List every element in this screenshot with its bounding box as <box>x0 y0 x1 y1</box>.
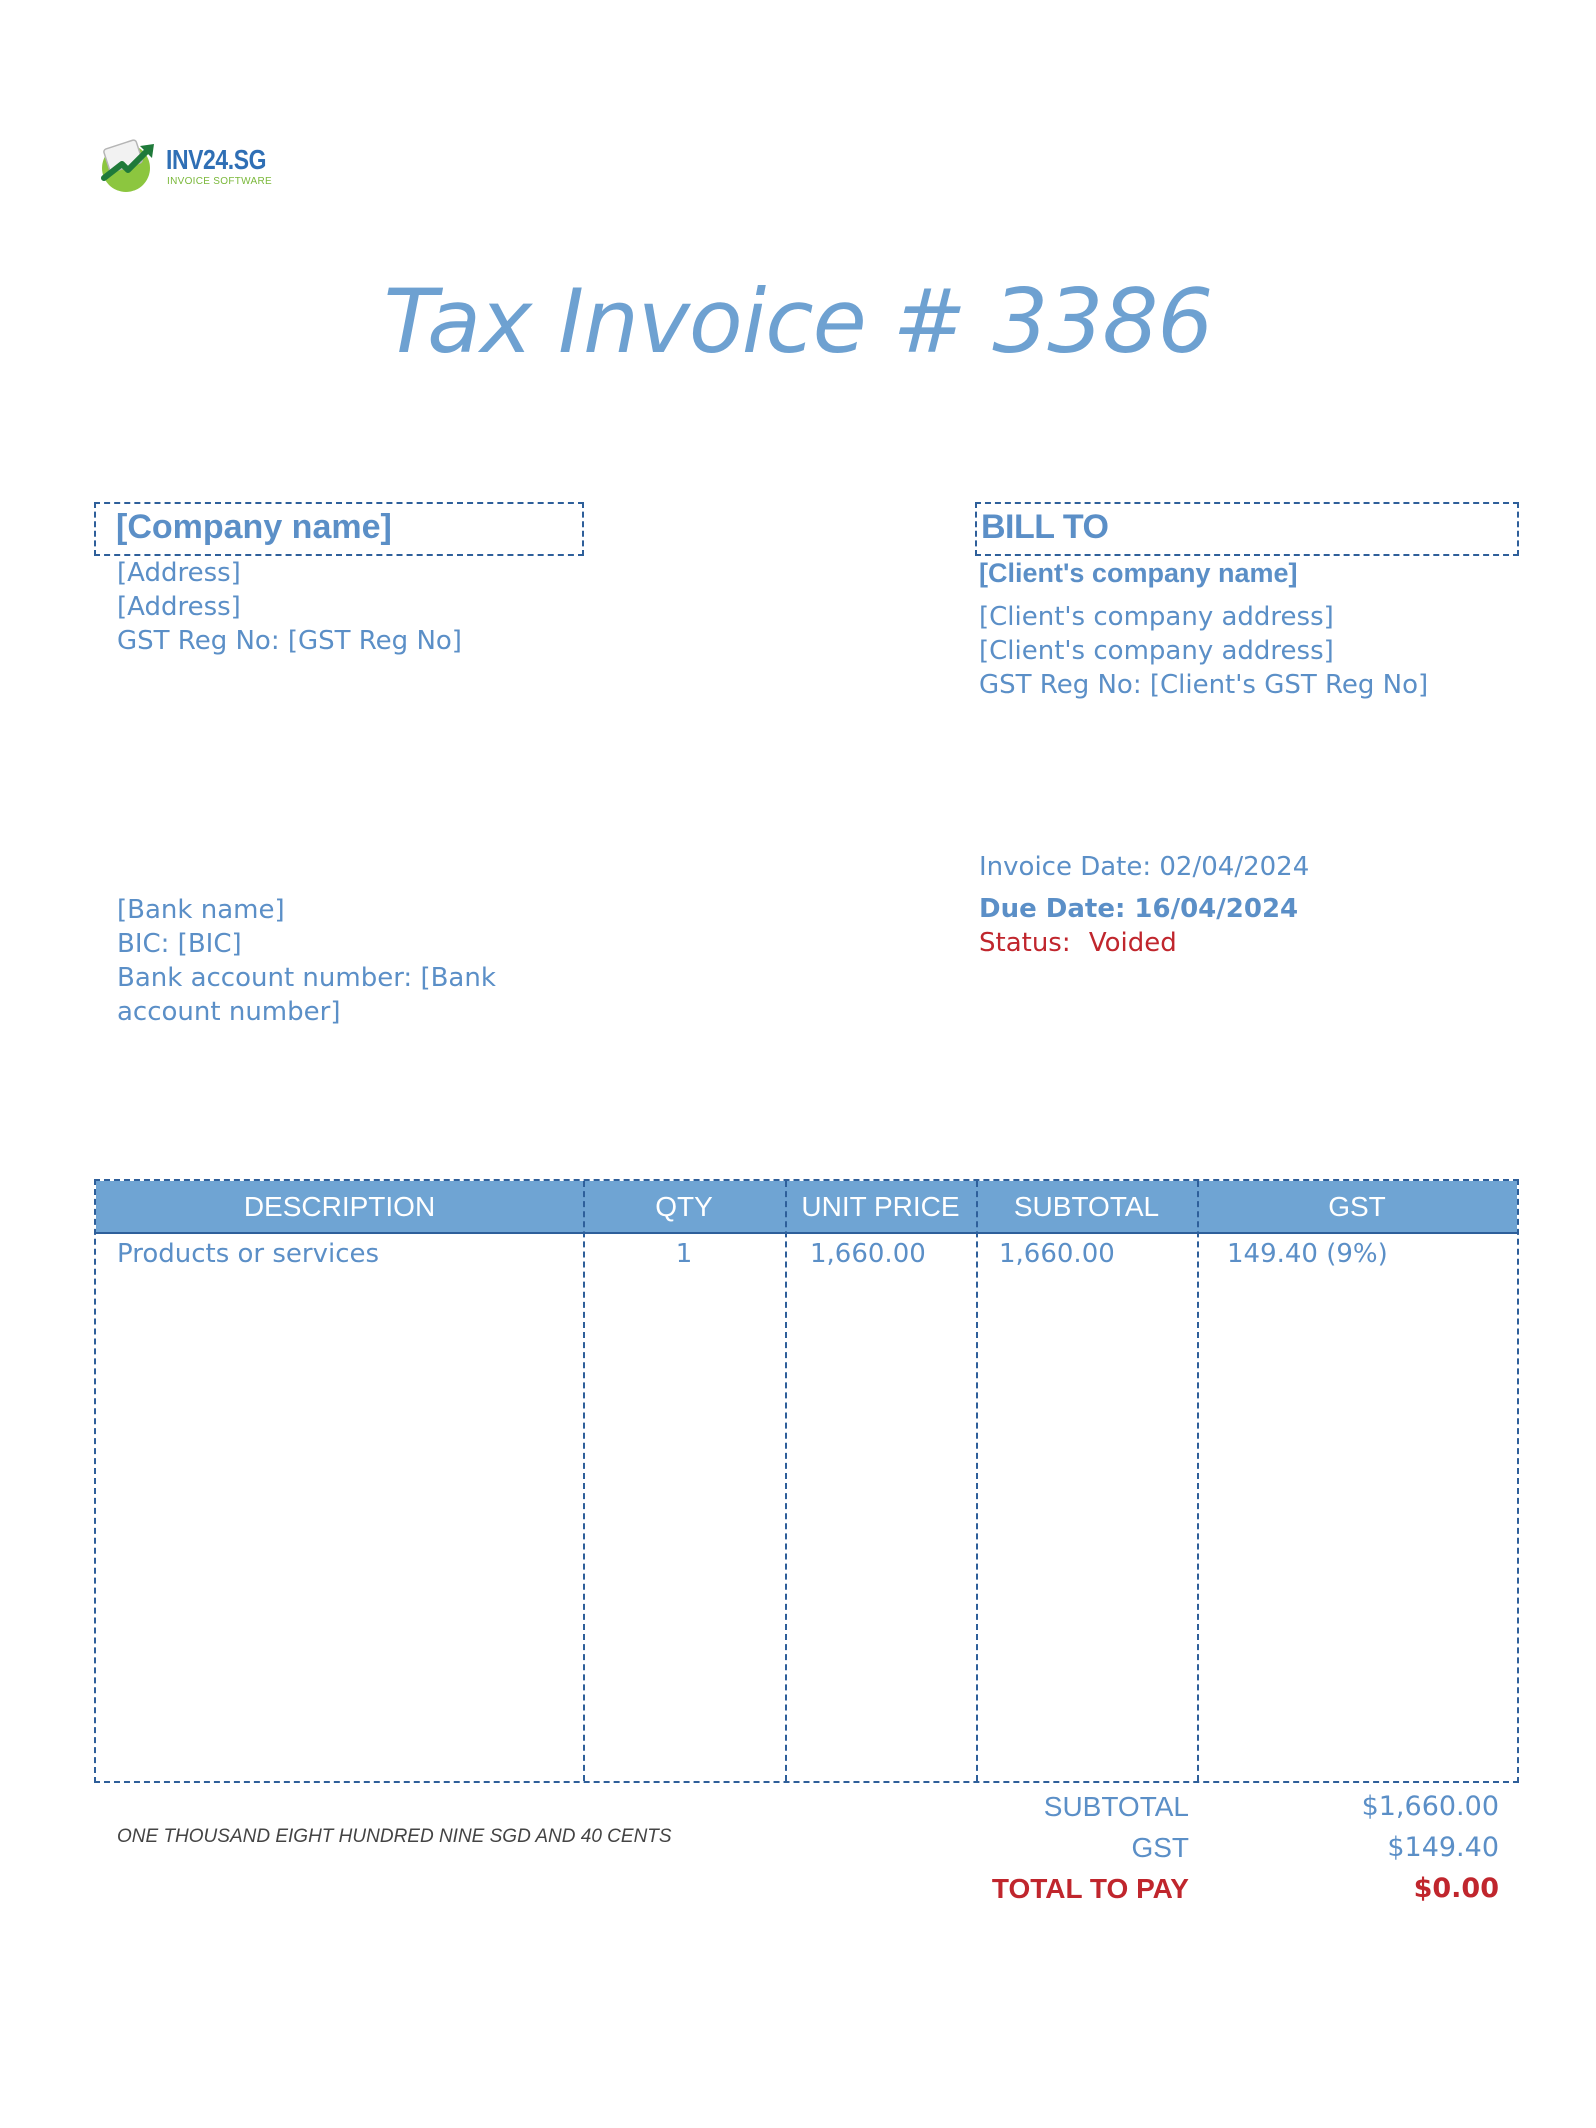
client-block <box>979 556 1428 702</box>
status-label: Status: <box>979 928 1071 958</box>
logo-name: INV24.SG <box>166 144 267 175</box>
bank-account-cont: account number] <box>117 997 341 1027</box>
total-value: $0.00 <box>1413 1873 1499 1904</box>
company-name-box <box>94 502 584 556</box>
status-line <box>979 926 1309 960</box>
gst-value: $149.40 <box>1387 1832 1499 1863</box>
cell-subtotal: 1,660.00 <box>999 1239 1115 1269</box>
amount-in-words: ONE THOUSAND EIGHT HUNDRED NINE SGD AND 40 CENTS <box>117 1826 672 1847</box>
cell-qty: 1 <box>675 1239 693 1269</box>
column-divider <box>1197 1181 1199 1781</box>
column-header-gst: GST <box>1328 1191 1386 1222</box>
bank-bic: BIC: [BIC] <box>117 929 242 959</box>
invoice-date: Invoice Date: 02/04/2024 <box>979 852 1310 882</box>
items-table <box>94 1179 1519 1783</box>
subtotal-label: SUBTOTAL <box>1043 1791 1189 1822</box>
cell-unit-price: 1,660.00 <box>810 1239 926 1269</box>
seller-address-line: [Address] <box>117 592 241 622</box>
bank-details <box>117 893 496 1029</box>
gst-label: GST <box>1131 1832 1189 1863</box>
column-header-subtotal: SUBTOTAL <box>1013 1191 1160 1222</box>
column-divider <box>583 1181 585 1781</box>
subtotal-value: $1,660.00 <box>1361 1791 1499 1822</box>
column-header-description: DESCRIPTION <box>243 1191 436 1222</box>
cell-description: Products or services <box>117 1239 380 1269</box>
client-address-line: [Client's company address] <box>979 636 1334 666</box>
total-label: TOTAL TO PAY <box>991 1873 1189 1904</box>
company-name: [Company name] <box>116 508 392 546</box>
seller-gst: GST Reg No: [GST Reg No] <box>117 626 462 656</box>
invoice-title: Tax Invoice # 3386 <box>383 270 1213 373</box>
invoice-meta <box>979 850 1309 960</box>
bill-to-title: BILL TO <box>981 508 1109 546</box>
table-header <box>96 1181 1517 1234</box>
client-gst: GST Reg No: [Client's GST Reg No] <box>979 670 1429 700</box>
due-date: Due Date: 16/04/2024 <box>979 894 1299 924</box>
column-divider <box>785 1181 787 1781</box>
bill-to-box <box>975 502 1519 556</box>
bank-name: [Bank name] <box>117 895 285 925</box>
seller-address-line: [Address] <box>117 558 241 588</box>
cell-gst: 149.40 (9%) <box>1227 1239 1388 1269</box>
bank-account: Bank account number: [Bank <box>117 963 496 993</box>
column-divider <box>976 1181 978 1781</box>
client-address-line: [Client's company address] <box>979 602 1334 632</box>
column-header-qty: QTY <box>655 1191 713 1222</box>
seller-address-block <box>117 556 462 658</box>
status-value: Voided <box>1088 928 1177 958</box>
column-header-unit-price: UNIT PRICE <box>801 1191 960 1222</box>
logo-tagline: INVOICE SOFTWARE <box>167 176 272 187</box>
logo-arrow-icon <box>96 134 160 194</box>
client-company-name: [Client's company name] <box>979 558 1298 588</box>
brand-logo <box>96 134 296 198</box>
